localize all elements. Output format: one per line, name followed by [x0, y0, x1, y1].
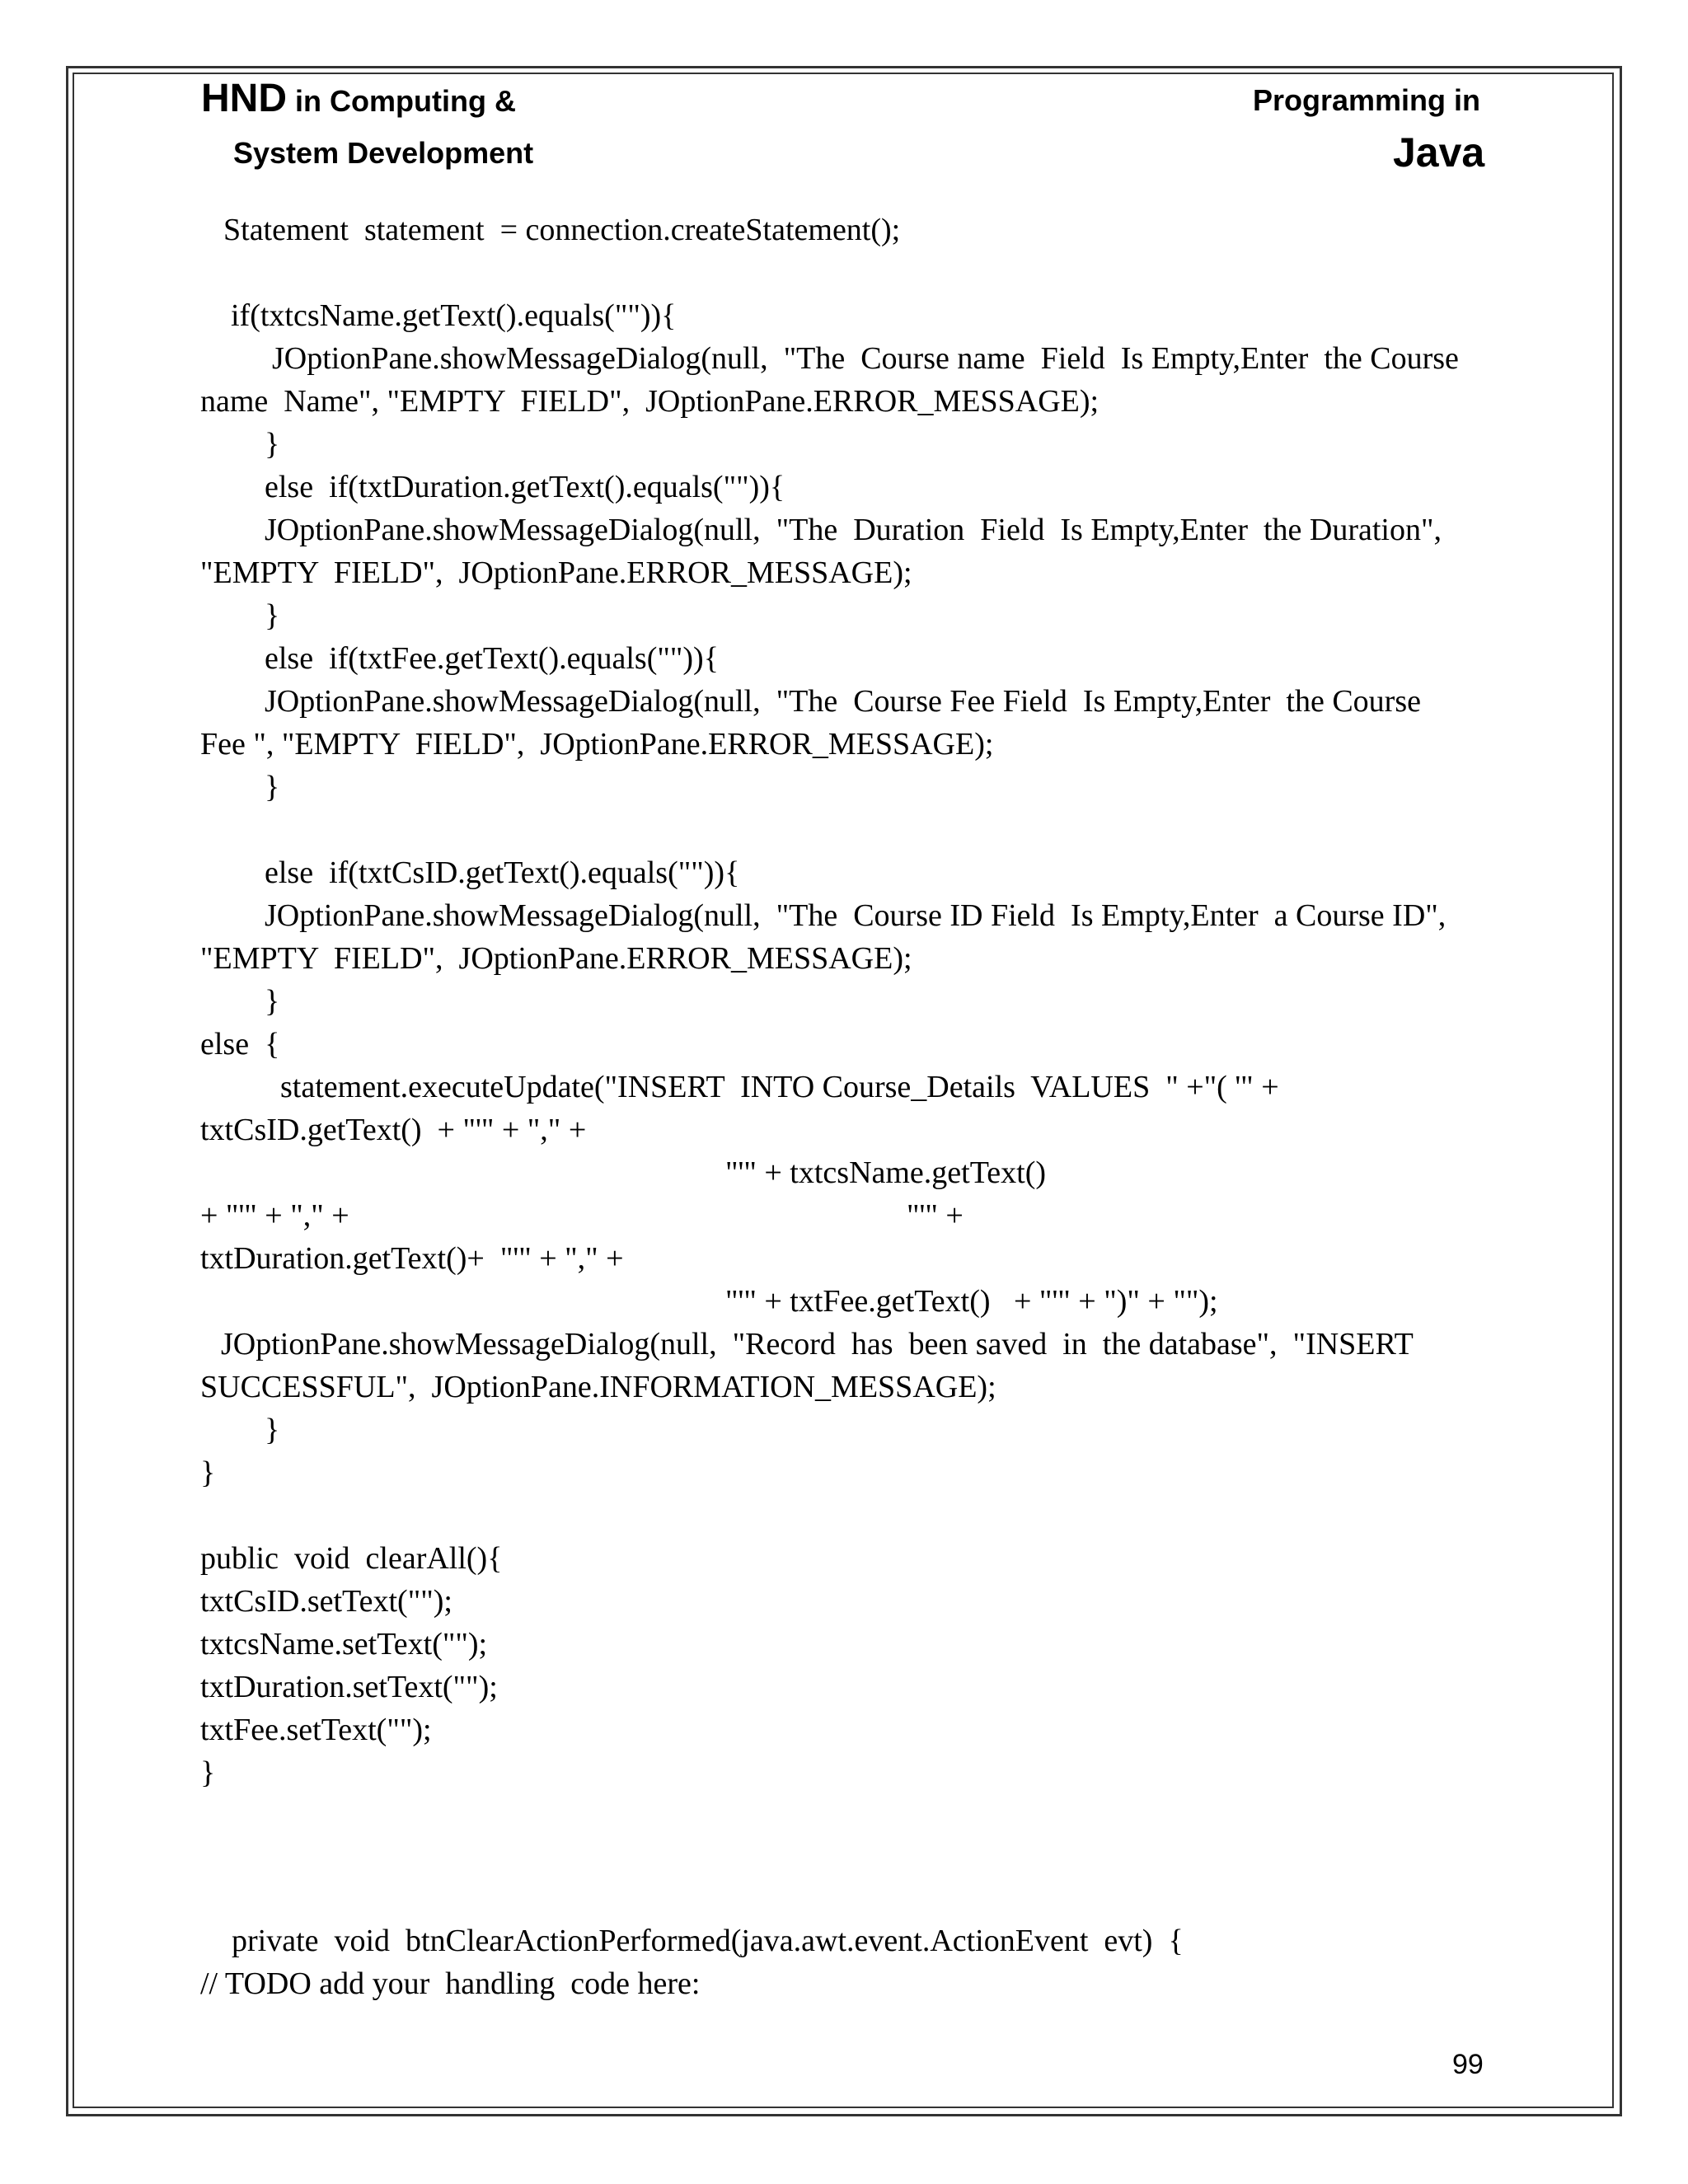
code-line: + "'" + "," + — [200, 1198, 349, 1233]
code-line: } — [200, 1455, 216, 1490]
code-line: "EMPTY FIELD", JOptionPane.ERROR_MESSAGE); — [200, 555, 912, 590]
header-programming-in: Programming in — [1253, 83, 1481, 117]
code-line: private void btnClearActionPerformed(java.awt.event.ActionEvent evt) { — [232, 1924, 1184, 1958]
code-line: } — [265, 598, 280, 633]
code-line: // TODO add your handling code here: — [200, 1966, 701, 2001]
code-line: name Name", "EMPTY FIELD", JOptionPane.ERROR_MESSAGE); — [200, 384, 1100, 419]
code-line: JOptionPane.showMessageDialog(null, "The Course ID Field Is Empty,Enter a Course ID", — [265, 898, 1447, 933]
code-line: txtDuration.setText(""); — [200, 1670, 498, 1704]
code-line: public void clearAll(){ — [200, 1541, 503, 1576]
code-line: txtDuration.getText()+ "'" + "," + — [200, 1241, 624, 1276]
code-line: txtcsName.setText(""); — [200, 1627, 488, 1661]
header-java: Java — [1393, 129, 1485, 176]
code-line: else if(txtFee.getText().equals("")){ — [265, 641, 719, 676]
code-line: } — [265, 427, 280, 462]
code-line: JOptionPane.showMessageDialog(null, "The Course name Field Is Empty,Enter the Course — [272, 341, 1459, 376]
code-line: } — [265, 984, 280, 1019]
code-line: txtCsID.setText(""); — [200, 1584, 452, 1619]
code-line: else if(txtCsID.getText().equals("")){ — [265, 855, 740, 890]
code-line: "'" + txtcsName.getText() — [725, 1155, 1047, 1190]
header-system-development: System Development — [233, 136, 534, 170]
page-number: 99 — [1452, 2049, 1484, 2080]
code-line: else { — [200, 1027, 280, 1062]
header-hnd-text: HND — [201, 77, 287, 120]
code-line: JOptionPane.showMessageDialog(null, "The Course Fee Field Is Empty,Enter the Course — [265, 684, 1421, 719]
code-line: } — [265, 1413, 280, 1447]
code-line: if(txtcsName.getText().equals("")){ — [231, 298, 677, 333]
code-line: "'" + — [907, 1198, 964, 1233]
code-line: } — [265, 770, 280, 804]
code-line: else if(txtDuration.getText().equals("")){ — [265, 470, 785, 504]
code-line: "'" + txtFee.getText() + "'" + ")" + ""); — [725, 1284, 1218, 1319]
code-line: txtCsID.getText() + "'" + "," + — [200, 1113, 587, 1147]
code-line: "EMPTY FIELD", JOptionPane.ERROR_MESSAGE); — [200, 941, 912, 976]
code-line: SUCCESSFUL", JOptionPane.INFORMATION_MESSAGE); — [200, 1370, 996, 1404]
header-hnd — [201, 79, 516, 119]
code-line: } — [200, 1755, 216, 1790]
code-line: JOptionPane.showMessageDialog(null, "The Duration Field Is Empty,Enter the Duration", — [265, 513, 1442, 547]
header-in-computing: in Computing & — [287, 84, 516, 118]
code-line: Fee ", "EMPTY FIELD", JOptionPane.ERROR_MESSAGE); — [200, 727, 994, 762]
code-line: JOptionPane.showMessageDialog(null, "Record has been saved in the database", "INSERT — [221, 1327, 1414, 1361]
code-line: Statement statement = connection.createStatement(); — [223, 213, 901, 247]
code-line: statement.executeUpdate("INSERT INTO Course_Details VALUES " +"( '" + — [280, 1070, 1279, 1104]
code-line: txtFee.setText(""); — [200, 1713, 432, 1747]
